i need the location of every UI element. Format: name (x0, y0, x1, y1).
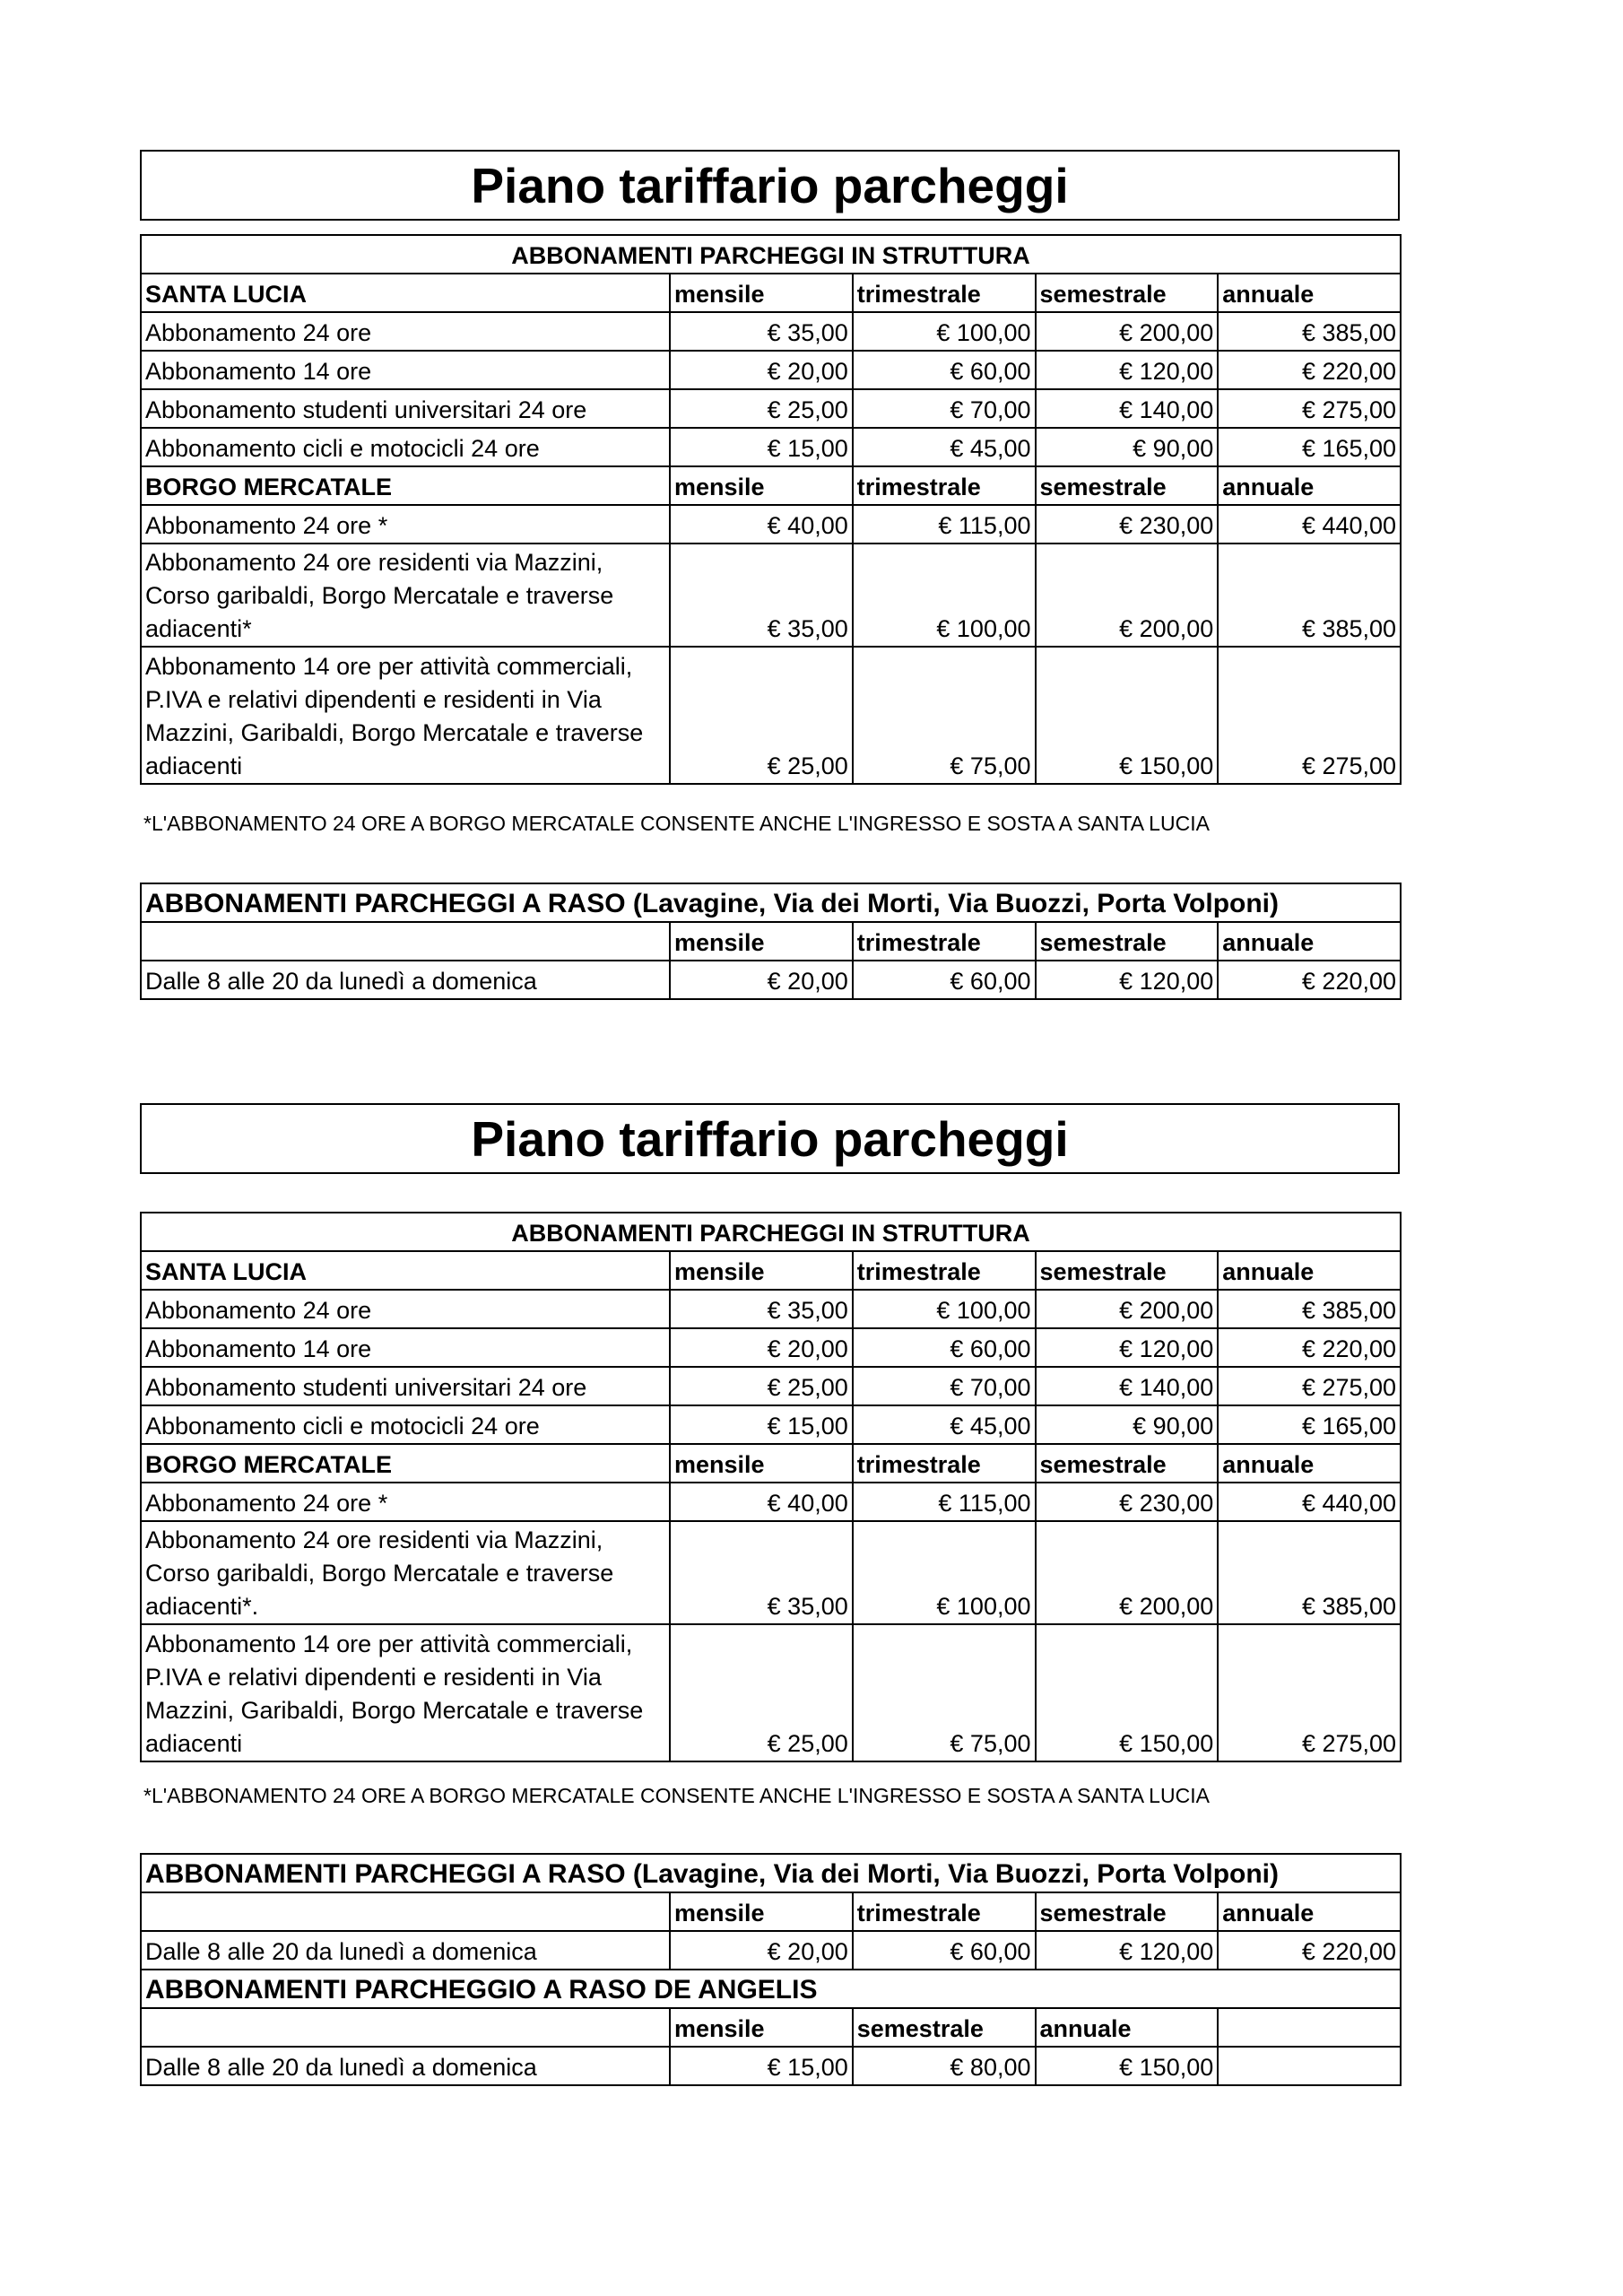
column-header: annuale (1218, 274, 1401, 312)
table-row (141, 428, 1401, 466)
column-header: trimestrale (853, 274, 1036, 312)
section-header: ABBONAMENTI PARCHEGGI A RASO (Lavagine, Via dei Morti, Via Buozzi, Porta Volponi) (141, 883, 1401, 922)
table-row (141, 544, 1401, 647)
empty-cell (141, 2008, 670, 2047)
column-header: mensile (670, 1444, 853, 1483)
column-header: mensile (670, 1892, 853, 1931)
empty-cell (141, 922, 670, 961)
price-cell: € 45,00 (853, 428, 1036, 466)
price-cell: € 440,00 (1218, 1483, 1401, 1521)
price-cell: € 165,00 (1218, 428, 1401, 466)
table-row (141, 1405, 1401, 1444)
column-header: semestrale (1036, 1444, 1219, 1483)
price-cell: € 140,00 (1036, 1367, 1219, 1405)
price-cell: € 120,00 (1036, 351, 1219, 389)
row-label: Abbonamento studenti universitari 24 ore (141, 1367, 670, 1405)
price-cell: € 200,00 (1036, 312, 1219, 351)
price-cell: € 35,00 (670, 1290, 853, 1328)
price-cell: € 35,00 (670, 1521, 853, 1624)
row-label: Abbonamento 24 ore (141, 1290, 670, 1328)
table-row (141, 647, 1401, 784)
price-cell: € 25,00 (670, 1624, 853, 1761)
page-title: Piano tariffario parcheggi (140, 1103, 1400, 1174)
price-cell: € 275,00 (1218, 1367, 1401, 1405)
price-cell: € 230,00 (1036, 1483, 1219, 1521)
price-cell: € 15,00 (670, 428, 853, 466)
column-header: annuale (1218, 466, 1401, 505)
column-header: trimestrale (853, 1251, 1036, 1290)
price-cell: € 70,00 (853, 1367, 1036, 1405)
empty-cell (141, 1892, 670, 1931)
table-row (141, 389, 1401, 428)
price-cell: € 60,00 (853, 961, 1036, 999)
row-label: Abbonamento cicli e motocicli 24 ore (141, 1405, 670, 1444)
price-cell: € 40,00 (670, 1483, 853, 1521)
price-cell: € 150,00 (1036, 2047, 1219, 2085)
column-header: mensile (670, 274, 853, 312)
price-cell: € 25,00 (670, 389, 853, 428)
price-cell: € 90,00 (1036, 428, 1219, 466)
raso-table-1 (140, 883, 1400, 1000)
table-row (141, 1367, 1401, 1405)
table-row (141, 1483, 1401, 1521)
price-cell: € 220,00 (1218, 351, 1401, 389)
price-cell: € 100,00 (853, 1290, 1036, 1328)
price-cell: € 165,00 (1218, 1405, 1401, 1444)
price-cell: € 200,00 (1036, 1521, 1219, 1624)
table-row (141, 1931, 1401, 1970)
price-cell: € 120,00 (1036, 1931, 1219, 1970)
page-title: Piano tariffario parcheggi (140, 150, 1400, 221)
row-label: Dalle 8 alle 20 da lunedì a domenica (141, 961, 670, 999)
price-cell: € 35,00 (670, 312, 853, 351)
column-header: mensile (670, 2008, 853, 2047)
column-header: annuale (1036, 2008, 1219, 2047)
price-cell: € 120,00 (1036, 961, 1219, 999)
table-row (141, 1290, 1401, 1328)
table-row (141, 1521, 1401, 1624)
price-cell: € 150,00 (1036, 1624, 1219, 1761)
column-header: trimestrale (853, 922, 1036, 961)
row-label: Abbonamento 24 ore * (141, 1483, 670, 1521)
struttura-table-1 (140, 234, 1400, 785)
price-cell: € 60,00 (853, 1328, 1036, 1367)
section-header: ABBONAMENTI PARCHEGGI IN STRUTTURA (141, 235, 1401, 274)
section-header: ABBONAMENTI PARCHEGGI IN STRUTTURA (141, 1213, 1401, 1251)
row-label: Abbonamento 14 ore per attività commerciali, P.IVA e relativi dipendenti e residenti in Via Mazzini, Garibaldi, Borgo Mercatale e traverse adiacenti (141, 647, 670, 784)
section-header: ABBONAMENTI PARCHEGGI A RASO (Lavagine, Via dei Morti, Via Buozzi, Porta Volponi) (141, 1854, 1401, 1892)
table-row (141, 1624, 1401, 1761)
price-cell: € 75,00 (853, 1624, 1036, 1761)
price-cell: € 140,00 (1036, 389, 1219, 428)
price-cell: € 70,00 (853, 389, 1036, 428)
price-cell: € 35,00 (670, 544, 853, 647)
price-cell: € 385,00 (1218, 312, 1401, 351)
price-cell: € 440,00 (1218, 505, 1401, 544)
price-cell: € 15,00 (670, 1405, 853, 1444)
price-cell: € 275,00 (1218, 389, 1401, 428)
column-header: trimestrale (853, 1444, 1036, 1483)
price-cell: € 20,00 (670, 1328, 853, 1367)
price-cell: € 275,00 (1218, 1624, 1401, 1761)
price-cell: € 385,00 (1218, 1290, 1401, 1328)
column-header: semestrale (1036, 1892, 1219, 1931)
price-cell: € 220,00 (1218, 961, 1401, 999)
price-cell: € 40,00 (670, 505, 853, 544)
price-cell: € 115,00 (853, 1483, 1036, 1521)
column-header: annuale (1218, 1892, 1401, 1931)
price-cell: € 385,00 (1218, 1521, 1401, 1624)
price-cell: € 100,00 (853, 312, 1036, 351)
row-label: Abbonamento 14 ore (141, 1328, 670, 1367)
row-label: Dalle 8 alle 20 da lunedì a domenica (141, 1931, 670, 1970)
column-header: mensile (670, 922, 853, 961)
price-cell: € 25,00 (670, 647, 853, 784)
price-cell: € 275,00 (1218, 647, 1401, 784)
price-cell: € 60,00 (853, 1931, 1036, 1970)
table-row (141, 505, 1401, 544)
struttura-table-2 (140, 1212, 1400, 1762)
group-label-santa-lucia: SANTA LUCIA (141, 1251, 670, 1290)
price-cell: € 90,00 (1036, 1405, 1219, 1444)
row-label: Abbonamento 24 ore residenti via Mazzini, Corso garibaldi, Borgo Mercatale e traverse adiacenti* (141, 544, 670, 647)
column-header: semestrale (1036, 466, 1219, 505)
price-cell: € 20,00 (670, 351, 853, 389)
price-cell: € 45,00 (853, 1405, 1036, 1444)
table-row (141, 961, 1401, 999)
price-cell: € 385,00 (1218, 544, 1401, 647)
row-label: Dalle 8 alle 20 da lunedì a domenica (141, 2047, 670, 2085)
empty-cell (1218, 2008, 1401, 2047)
footnote: *L'ABBONAMENTO 24 ORE A BORGO MERCATALE CONSENTE ANCHE L'INGRESSO E SOSTA A SANTA LUCIA (143, 812, 1210, 835)
column-header: semestrale (853, 2008, 1036, 2047)
column-header: trimestrale (853, 466, 1036, 505)
raso-table-2 (140, 1853, 1400, 2086)
price-cell: € 75,00 (853, 647, 1036, 784)
column-header: annuale (1218, 1444, 1401, 1483)
column-header: trimestrale (853, 1892, 1036, 1931)
column-header: annuale (1218, 1251, 1401, 1290)
column-header: semestrale (1036, 922, 1219, 961)
price-cell: € 220,00 (1218, 1328, 1401, 1367)
price-cell: € 20,00 (670, 961, 853, 999)
group-label-borgo-mercatale: BORGO MERCATALE (141, 466, 670, 505)
group-label-santa-lucia: SANTA LUCIA (141, 274, 670, 312)
table-row (141, 1328, 1401, 1367)
group-label-borgo-mercatale: BORGO MERCATALE (141, 1444, 670, 1483)
table-row (141, 351, 1401, 389)
price-cell: € 20,00 (670, 1931, 853, 1970)
price-cell: € 200,00 (1036, 544, 1219, 647)
footnote: *L'ABBONAMENTO 24 ORE A BORGO MERCATALE CONSENTE ANCHE L'INGRESSO E SOSTA A SANTA LUCIA (143, 1784, 1210, 1807)
row-label: Abbonamento studenti universitari 24 ore (141, 389, 670, 428)
price-cell: € 25,00 (670, 1367, 853, 1405)
price-cell: € 60,00 (853, 351, 1036, 389)
price-cell: € 100,00 (853, 544, 1036, 647)
row-label: Abbonamento 24 ore (141, 312, 670, 351)
column-header: semestrale (1036, 274, 1219, 312)
price-cell: € 80,00 (853, 2047, 1036, 2085)
price-cell: € 230,00 (1036, 505, 1219, 544)
price-cell: € 100,00 (853, 1521, 1036, 1624)
row-label: Abbonamento cicli e motocicli 24 ore (141, 428, 670, 466)
price-cell: € 200,00 (1036, 1290, 1219, 1328)
price-cell: € 150,00 (1036, 647, 1219, 784)
column-header: mensile (670, 466, 853, 505)
table-row (141, 2047, 1401, 2085)
table-row (141, 312, 1401, 351)
section-header: ABBONAMENTI PARCHEGGIO A RASO DE ANGELIS (141, 1970, 1401, 2008)
column-header: mensile (670, 1251, 853, 1290)
empty-cell (1218, 2047, 1401, 2085)
row-label: Abbonamento 14 ore per attività commerciali, P.IVA e relativi dipendenti e residenti in Via Mazzini, Garibaldi, Borgo Mercatale e traverse adiacenti (141, 1624, 670, 1761)
row-label: Abbonamento 14 ore (141, 351, 670, 389)
price-cell: € 115,00 (853, 505, 1036, 544)
price-cell: € 220,00 (1218, 1931, 1401, 1970)
column-header: semestrale (1036, 1251, 1219, 1290)
row-label: Abbonamento 24 ore residenti via Mazzini, Corso garibaldi, Borgo Mercatale e traverse adiacenti*. (141, 1521, 670, 1624)
column-header: annuale (1218, 922, 1401, 961)
price-cell: € 15,00 (670, 2047, 853, 2085)
price-cell: € 120,00 (1036, 1328, 1219, 1367)
row-label: Abbonamento 24 ore * (141, 505, 670, 544)
